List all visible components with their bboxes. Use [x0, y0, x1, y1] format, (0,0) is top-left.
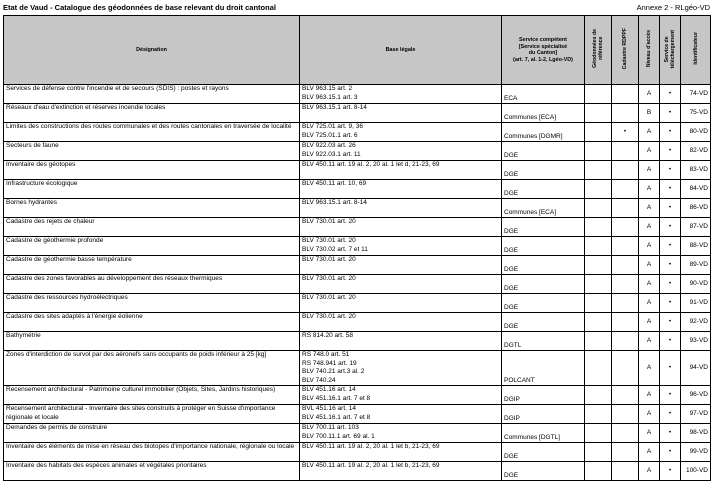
table-row [4, 386, 711, 405]
identificateur-cell: 91-VD [681, 294, 711, 313]
service-header-line: [Service spécialisé [518, 43, 568, 50]
service-cell: ECA [502, 85, 585, 104]
telechargement-cell: • [660, 405, 681, 424]
niveau-acces-cell: A [639, 161, 660, 180]
table-header-row [4, 16, 711, 85]
table-row [4, 462, 711, 481]
service-cell: DGTL [502, 332, 585, 351]
base-legale-cell [300, 294, 502, 313]
table-row [4, 199, 711, 218]
identificateur-cell: 89-VD [681, 256, 711, 275]
designation-cell: Limites des constructions des routes communales et des routes cantonales en traversée de localité [4, 123, 300, 142]
service-cell: POLCANT [502, 351, 585, 386]
identificateur-cell: 80-VD [681, 123, 711, 142]
telechargement-cell: • [660, 104, 681, 123]
telechargement-cell: • [660, 256, 681, 275]
designation-cell: Inventaire des géotopes [4, 161, 300, 180]
identificateur-cell: 83-VD [681, 161, 711, 180]
base-legale-cell [300, 199, 502, 218]
table-row [4, 424, 711, 443]
base-legale-line: BLV 451.16 art. 14 [302, 386, 356, 393]
annex-label: Annexe 2 - RLgéo-VD [636, 3, 710, 12]
base-legale-line: BLV 730.02 art. 7 et 11 [302, 245, 368, 253]
identificateur-cell: 97-VD [681, 405, 711, 424]
service-cell: DGE [502, 161, 585, 180]
identificateur-cell: 90-VD [681, 275, 711, 294]
base-legale-cell [300, 237, 502, 256]
geo-ref-cell [585, 256, 612, 275]
rdppf-cell [612, 351, 639, 386]
table-row [4, 256, 711, 275]
col-header-service [502, 16, 585, 85]
identificateur-cell: 96-VD [681, 386, 711, 405]
table-body [4, 85, 711, 481]
niveau-acces-cell: A [639, 332, 660, 351]
rdppf-cell [612, 237, 639, 256]
base-legale-cell [300, 332, 502, 351]
identificateur-cell: 88-VD [681, 237, 711, 256]
niveau-acces-cell: A [639, 294, 660, 313]
rdppf-cell [612, 199, 639, 218]
designation-cell: Cadastre de géothermie basse température [4, 256, 300, 275]
base-legale-line: BLV 922.03.1 art. 11 [302, 150, 361, 158]
service-header-line: (art. 7, al. 1-2, Lgéo-VD) [513, 56, 573, 63]
col-header-geodonnees-reference [585, 16, 612, 85]
geo-ref-cell [585, 104, 612, 123]
geo-ref-cell [585, 85, 612, 104]
service-cell: DGIP [502, 386, 585, 405]
niveau-acces-cell: A [639, 462, 660, 481]
page-title: Etat de Vaud - Catalogue des géodonnées de base relevant du droit cantonal [3, 3, 276, 12]
telechargement-cell: • [660, 462, 681, 481]
table-row [4, 161, 711, 180]
base-legale-line: BLV 450.11 art. 19 al. 2, 20 al. 1 let b, 21-23, 69 [302, 462, 440, 469]
col-header-service-telechargement [660, 16, 681, 85]
telechargement-cell: • [660, 351, 681, 386]
service-cell: DGE [502, 275, 585, 294]
rdppf-cell [612, 180, 639, 199]
service-cell: DGIP [502, 405, 585, 424]
geo-ref-cell [585, 275, 612, 294]
designation-cell: Zones d'interdiction de survol par des aéronefs sans occupants de poids inférieur à 25 [kg] [4, 351, 300, 386]
page-header [3, 2, 710, 14]
geo-ref-cell [585, 123, 612, 142]
geo-ref-cell [585, 462, 612, 481]
geo-ref-cell [585, 294, 612, 313]
base-legale-cell [300, 405, 502, 424]
base-legale-line: BLV 963.15.1 art. 8-14 [302, 104, 367, 111]
col-header-designation: Désignation [4, 16, 300, 85]
designation-cell: Demandes de permis de construire [4, 424, 300, 443]
designation-cell: Infrastructure écologique [4, 180, 300, 199]
rdppf-cell [612, 386, 639, 405]
col-header-base-legale: Base légale [300, 16, 502, 85]
rdppf-cell [612, 104, 639, 123]
designation-cell: Réseaux d'eau d'extinction et réserves incendie locales [4, 104, 300, 123]
base-legale-line: BLV 700.11 art. 103 [302, 424, 359, 431]
base-legale-cell [300, 424, 502, 443]
base-legale-cell [300, 180, 502, 199]
telechargement-cell: • [660, 313, 681, 332]
geo-ref-cell [585, 237, 612, 256]
designation-cell: Recensement architectural - Patrimoine culturel immobilier (Objets, Sites, Jardins historiques) [4, 386, 300, 405]
base-legale-line: BLV 922.03 art. 26 [302, 142, 356, 149]
niveau-acces-cell: A [639, 256, 660, 275]
niveau-acces-cell: A [639, 313, 660, 332]
base-legale-line: BLV 740.24 [302, 376, 336, 384]
base-legale-line: BLV 730.01 art. 20 [302, 256, 356, 263]
service-cell: DGE [502, 313, 585, 332]
rdppf-cell [612, 405, 639, 424]
table-row [4, 351, 711, 386]
identificateur-cell: 87-VD [681, 218, 711, 237]
base-legale-cell [300, 142, 502, 161]
niveau-acces-cell: A [639, 275, 660, 294]
service-cell: DGE [502, 218, 585, 237]
telechargement-cell: • [660, 218, 681, 237]
service-cell: DGE [502, 462, 585, 481]
identificateur-cell: 93-VD [681, 332, 711, 351]
service-cell: Communes [ECA] [502, 199, 585, 218]
identificateur-cell: 100-VD [681, 462, 711, 481]
base-legale-line: BLV 450.11 art. 19 al. 2, 20 al. 1 let b, 21-23, 69 [302, 443, 440, 450]
base-legale-line: RS 814.20 art. 58 [302, 332, 353, 339]
service-cell: DGE [502, 180, 585, 199]
base-legale-line: BLV 963.15 art. 2 [302, 85, 353, 92]
telechargement-cell: • [660, 123, 681, 142]
rdppf-cell [612, 332, 639, 351]
designation-cell: Cadastre des ressources hydroélectriques [4, 294, 300, 313]
designation-cell: Cadastre des rejets de chaleur [4, 218, 300, 237]
table-row [4, 275, 711, 294]
service-cell: DGE [502, 256, 585, 275]
service-cell: Communes [DGMR] [502, 123, 585, 142]
rdppf-cell [612, 443, 639, 462]
base-legale-cell [300, 351, 502, 386]
base-legale-cell [300, 85, 502, 104]
rdppf-cell [612, 142, 639, 161]
service-cell: DGE [502, 237, 585, 256]
base-legale-line: BLV 730.01 art. 20 [302, 237, 356, 244]
geo-ref-cell [585, 386, 612, 405]
base-legale-cell [300, 313, 502, 332]
rdppf-cell [612, 275, 639, 294]
rdppf-cell [612, 218, 639, 237]
telechargement-cell: • [660, 142, 681, 161]
table-row [4, 237, 711, 256]
identificateur-cell: 86-VD [681, 199, 711, 218]
telechargement-cell: • [660, 275, 681, 294]
service-cell: Communes [DGTL] [502, 424, 585, 443]
base-legale-line: BLV 725.01 art. 9, 36 [302, 123, 363, 130]
base-legale-cell [300, 462, 502, 481]
rdppf-cell [612, 294, 639, 313]
geo-ref-cell [585, 405, 612, 424]
base-legale-line: BLV 450.11 art. 19 al. 2, 20 al. 1 let d, 21-23, 69 [302, 161, 440, 168]
base-legale-line: BVL 451.16 art. 14 [302, 405, 356, 412]
base-legale-line: BLV 451.16.1 art. 7 et 8 [302, 413, 371, 421]
geo-ref-cell [585, 351, 612, 386]
service-cell: DGE [502, 142, 585, 161]
niveau-acces-cell: A [639, 85, 660, 104]
base-legale-line: BLV 730.01 art. 20 [302, 313, 356, 320]
identificateur-cell: 74-VD [681, 85, 711, 104]
col-header-identificateur [681, 16, 711, 85]
geo-ref-cell [585, 199, 612, 218]
rdppf-cell [612, 85, 639, 104]
base-legale-line: BLV 730.01 art. 20 [302, 275, 356, 282]
table-row [4, 123, 711, 142]
table-row [4, 85, 711, 104]
service-cell: DGE [502, 443, 585, 462]
niveau-acces-cell: A [639, 443, 660, 462]
table-row [4, 443, 711, 462]
base-legale-line: RS 748.0 art. 51 [302, 351, 350, 358]
niveau-acces-cell: A [639, 237, 660, 256]
telechargement-cell: • [660, 180, 681, 199]
telechargement-cell: • [660, 443, 681, 462]
base-legale-line: BLV 450.11 art. 10, 69 [302, 180, 367, 187]
designation-cell: Bathymétrie [4, 332, 300, 351]
base-legale-line: BLV 730.01 art. 20 [302, 294, 356, 301]
table-row [4, 294, 711, 313]
identificateur-cell: 92-VD [681, 313, 711, 332]
base-legale-cell [300, 275, 502, 294]
rdppf-cell [612, 161, 639, 180]
base-legale-line: BLV 451.16.1 art. 7 et 8 [302, 394, 371, 402]
service-header-line: Service compétent [519, 37, 567, 43]
identificateur-cell: 75-VD [681, 104, 711, 123]
geo-ref-cell [585, 443, 612, 462]
geo-ref-cell [585, 218, 612, 237]
telechargement-cell: • [660, 424, 681, 443]
telechargement-cell: • [660, 294, 681, 313]
base-legale-line: BLV 740.21 art.3 al. 2 [302, 368, 365, 375]
table-row [4, 142, 711, 161]
telechargement-cell: • [660, 85, 681, 104]
designation-cell: Recensement architectural - Inventaire des sites construits à protéger en Suisse d'importance régionale et locale [4, 405, 300, 424]
geo-ref-cell [585, 332, 612, 351]
geo-ref-cell [585, 180, 612, 199]
col-header-niveau-acces [639, 16, 660, 85]
niveau-acces-cell: A [639, 351, 660, 386]
geo-ref-header-text: Géodonnées de référence [592, 29, 604, 69]
geo-ref-cell [585, 424, 612, 443]
geo-ref-cell [585, 313, 612, 332]
service-header-line: du Canton] [528, 50, 558, 56]
base-legale-line: RS 748.941 art. 19 [302, 359, 357, 367]
niveau-acces-cell: A [639, 405, 660, 424]
base-legale-cell [300, 256, 502, 275]
niveau-acces-cell: A [639, 142, 660, 161]
telechargement-cell: • [660, 199, 681, 218]
base-legale-cell [300, 218, 502, 237]
table-row [4, 332, 711, 351]
identificateur-cell: 98-VD [681, 424, 711, 443]
table-row [4, 218, 711, 237]
rdppf-cell [612, 313, 639, 332]
table-row [4, 180, 711, 199]
designation-cell: Services de défense contre l'incendie et de secours (SDIS) : postes et rayons [4, 85, 300, 104]
base-legale-cell [300, 386, 502, 405]
niveau-header-text: Niveau d'accès [646, 30, 652, 68]
niveau-acces-cell: B [639, 104, 660, 123]
identificateur-cell: 84-VD [681, 180, 711, 199]
telechargement-header-text: Service de téléchargement [664, 29, 676, 68]
niveau-acces-cell: A [639, 424, 660, 443]
designation-cell: Cadastre des zones favorables au développement des réseaux thermiques [4, 275, 300, 294]
designation-cell: Inventaire des éléments de mise en réseau des biotopes d'importance nationale, régionale ou locale [4, 443, 300, 462]
table-row [4, 104, 711, 123]
rdppf-cell: • [612, 123, 639, 142]
base-legale-cell [300, 123, 502, 142]
base-legale-cell [300, 161, 502, 180]
base-legale-cell [300, 104, 502, 123]
service-cell: DGE [502, 294, 585, 313]
identificateur-cell: 94-VD [681, 351, 711, 386]
rdppf-header-text: Cadastre RDPPF [622, 28, 628, 70]
rdppf-cell [612, 424, 639, 443]
table-row [4, 313, 711, 332]
telechargement-cell: • [660, 386, 681, 405]
base-legale-cell [300, 443, 502, 462]
niveau-acces-cell: A [639, 123, 660, 142]
designation-cell: Cadastre des sites adaptés à l'énergie éolienne [4, 313, 300, 332]
service-cell: Communes [ECA] [502, 104, 585, 123]
col-header-cadastre-rdppf [612, 16, 639, 85]
rdppf-cell [612, 462, 639, 481]
base-legale-line: BLV 963.15.1 art. 3 [302, 93, 358, 101]
rdppf-cell [612, 256, 639, 275]
telechargement-cell: • [660, 161, 681, 180]
identificateur-header-text: Identificateur [692, 32, 699, 66]
base-legale-line: BLV 700.11.1 art. 69 al. 1 [302, 432, 375, 440]
designation-cell: Secteurs de faune [4, 142, 300, 161]
catalog-table [3, 15, 711, 481]
identificateur-cell: 99-VD [681, 443, 711, 462]
base-legale-line: BLV 730.01 art. 20 [302, 218, 356, 225]
designation-cell: Inventaire des habitats des espèces animales et végétales prioritaires [4, 462, 300, 481]
niveau-acces-cell: A [639, 386, 660, 405]
identificateur-cell: 82-VD [681, 142, 711, 161]
designation-cell: Bornes hydrantes [4, 199, 300, 218]
base-legale-line: BLV 725.01.1 art. 6 [302, 131, 358, 139]
geo-ref-cell [585, 161, 612, 180]
designation-cell: Cadastre de géothermie profonde [4, 237, 300, 256]
base-legale-line: BLV 963.15.1 art. 8-14 [302, 199, 367, 206]
telechargement-cell: • [660, 332, 681, 351]
niveau-acces-cell: A [639, 218, 660, 237]
geo-ref-cell [585, 142, 612, 161]
niveau-acces-cell: A [639, 180, 660, 199]
table-row [4, 405, 711, 424]
niveau-acces-cell: A [639, 199, 660, 218]
telechargement-cell: • [660, 237, 681, 256]
